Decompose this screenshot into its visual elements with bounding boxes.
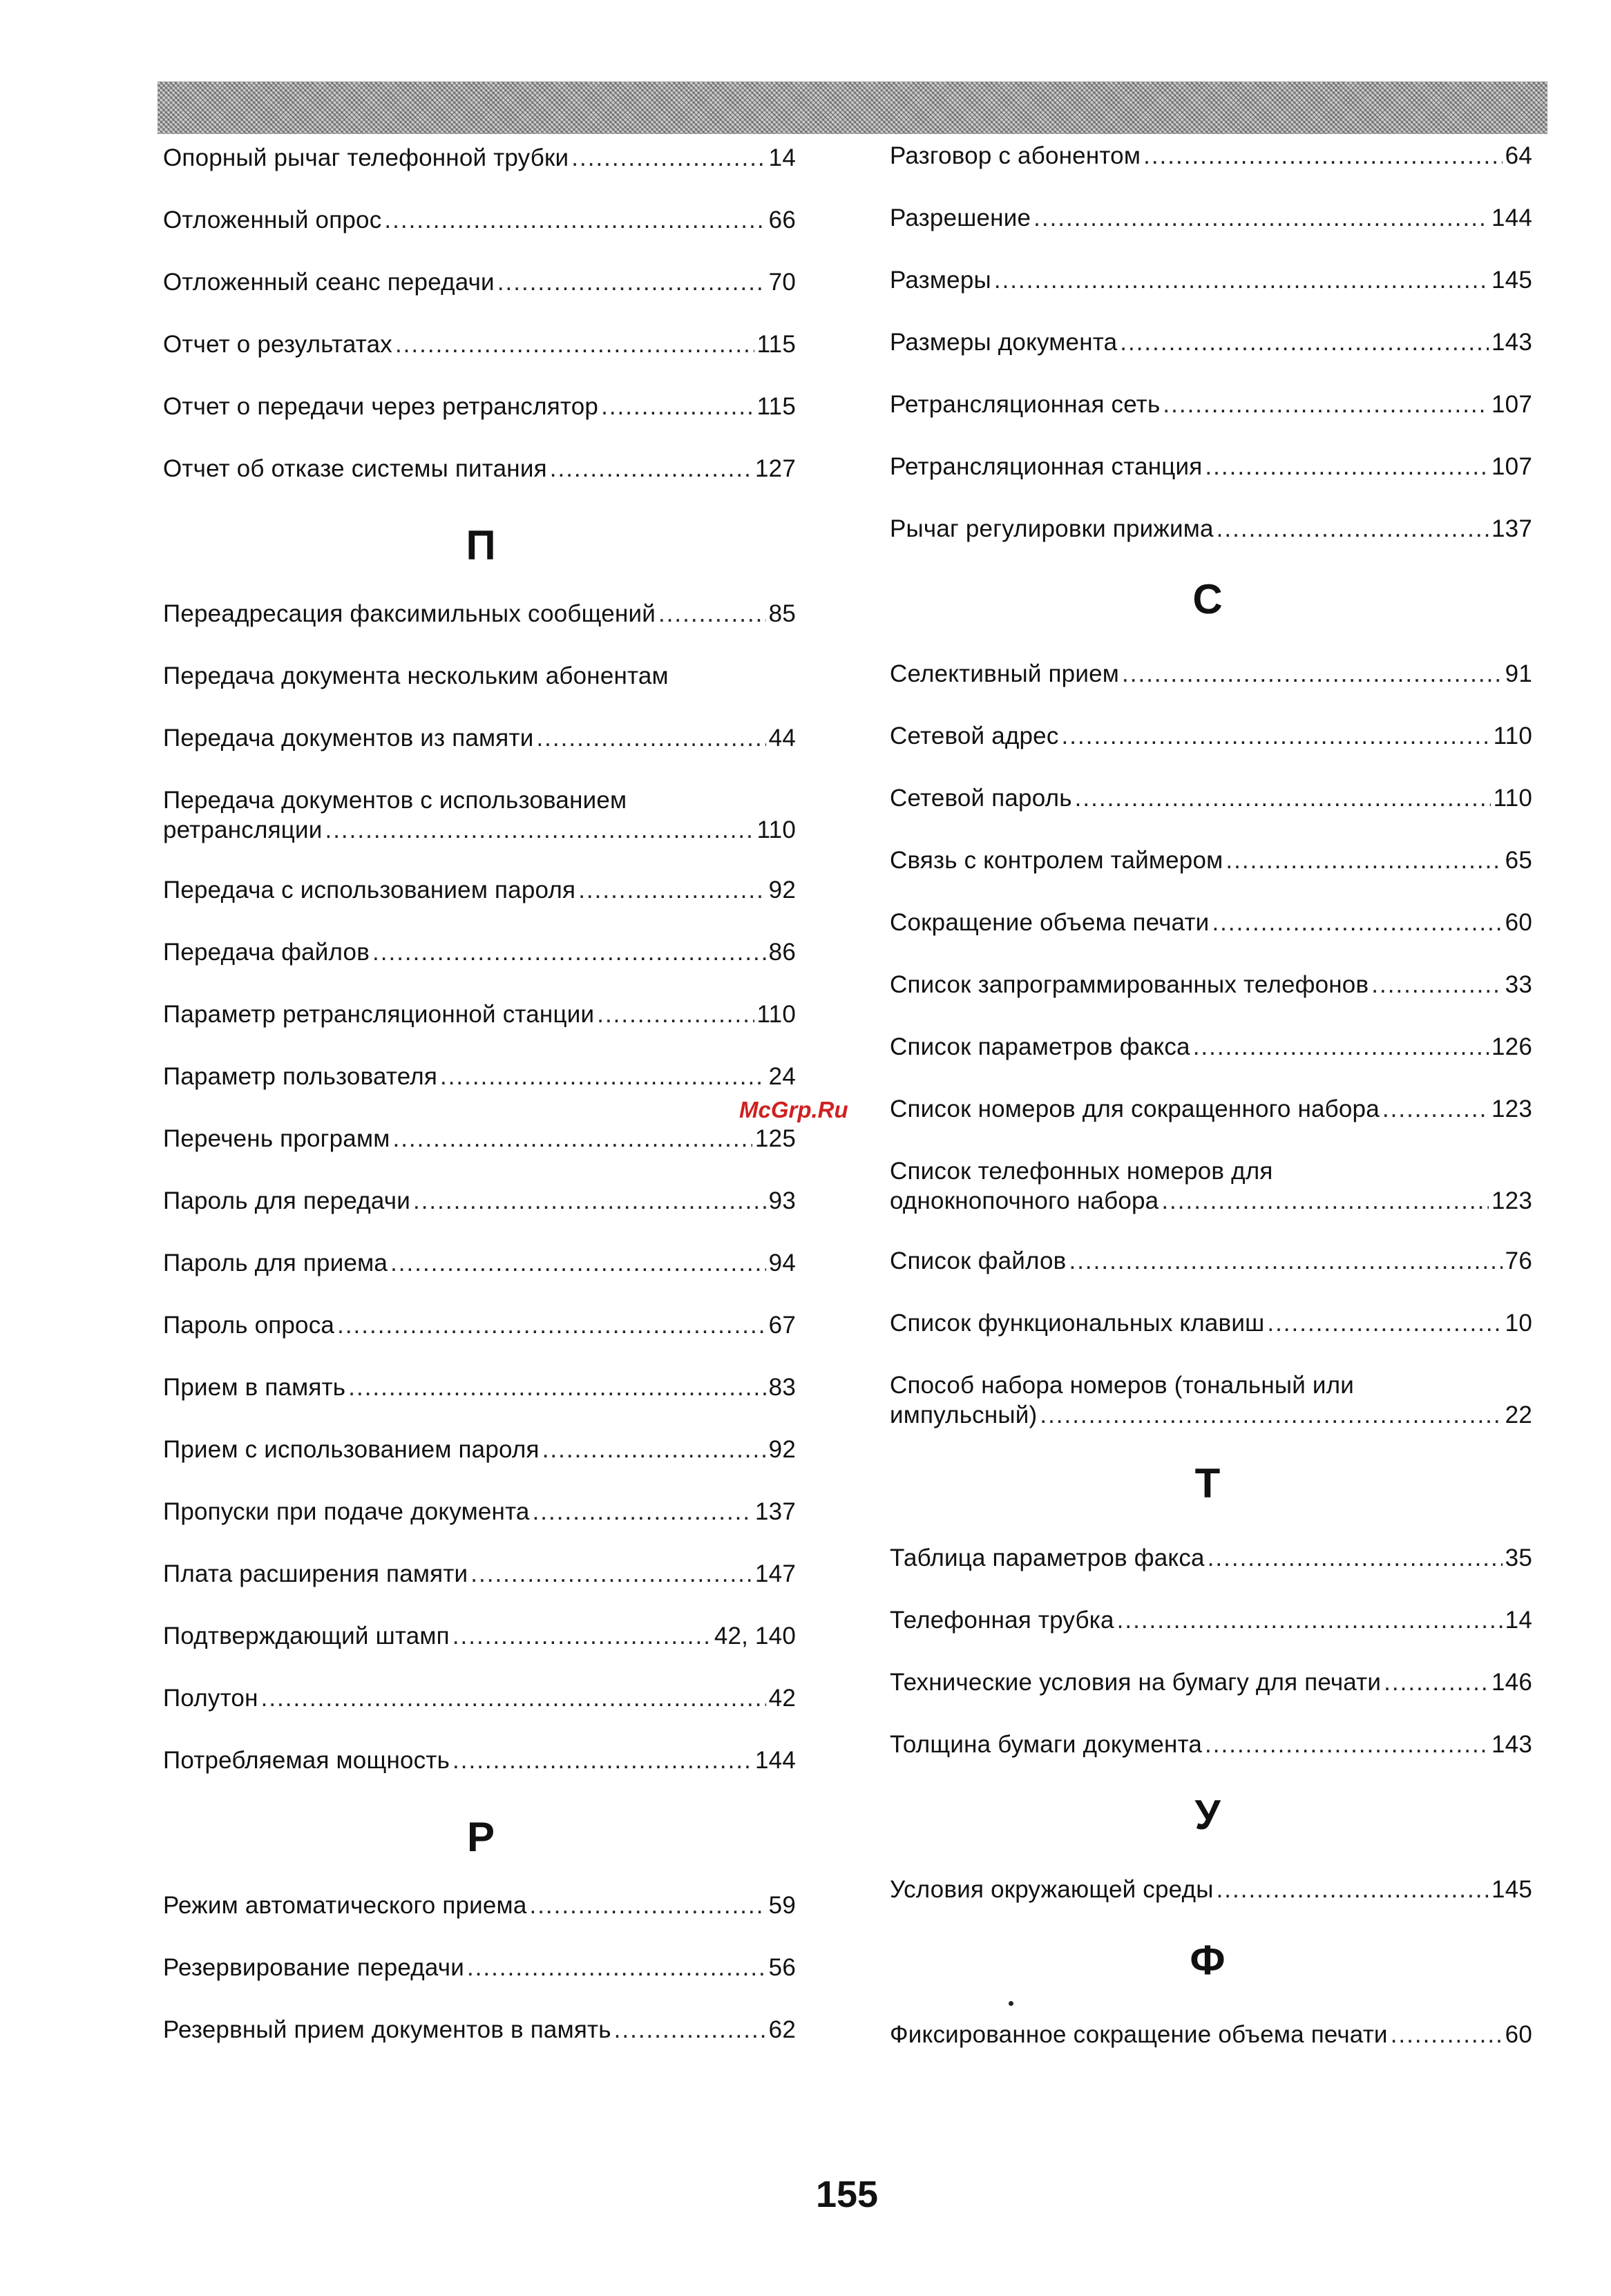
index-entry: [890, 1875, 1532, 1904]
index-entry: [163, 1435, 796, 1464]
entry-page: 44: [768, 725, 796, 752]
leader-dots: [261, 1683, 766, 1713]
index-entry: [890, 203, 1532, 233]
entry-page: 83: [768, 1374, 796, 1401]
entry-label: Список функциональных клавиш: [890, 1310, 1265, 1337]
leader-dots: [1163, 390, 1489, 419]
leader-dots: [384, 205, 765, 235]
entry-label: Передача документов из памяти: [163, 725, 534, 752]
section-letter: Ф: [1190, 1937, 1226, 1983]
entry-label: Размеры документа: [890, 329, 1118, 356]
index-entry: [890, 1605, 1532, 1635]
leader-dots: [1205, 452, 1489, 481]
entry-label: Фиксированное сокращение объема печати: [890, 2021, 1388, 2048]
leader-dots: [1033, 203, 1489, 233]
entry-label: Условия окружающей среды: [890, 1876, 1214, 1903]
index-entry: [163, 1372, 796, 1402]
leader-dots: [571, 143, 765, 173]
leader-dots: [536, 723, 765, 753]
index-entry: [890, 1246, 1532, 1276]
entry-page: 85: [768, 600, 796, 627]
leader-dots: [348, 1372, 765, 1402]
entry-label: Размеры: [890, 267, 991, 294]
index-entry: [163, 1186, 796, 1216]
index-entry: [163, 875, 796, 905]
index-entry: [163, 454, 796, 484]
entry-page: 110: [756, 1001, 796, 1028]
entry-label: Перечень программ: [163, 1125, 390, 1152]
index-entry: [890, 721, 1532, 751]
section-letter: П: [466, 522, 496, 568]
entry-label: Подтверждающий штамп: [163, 1623, 450, 1649]
index-entry: [890, 514, 1532, 544]
entry-label: Параметр пользователя: [163, 1063, 437, 1090]
index-entry: [163, 599, 796, 629]
entry-label: Таблица параметров факса: [890, 1544, 1205, 1571]
entry-label: Ретрансляционная сеть: [890, 391, 1161, 418]
leader-dots: [325, 815, 754, 845]
entry-page: 86: [768, 939, 796, 966]
entry-label: Телефонная трубка: [890, 1607, 1114, 1634]
entry-page: 76: [1505, 1247, 1532, 1274]
leader-dots: [578, 875, 765, 905]
index-entry: [890, 265, 1532, 295]
entry-page: 10: [1505, 1310, 1532, 1337]
entry-label: импульсный): [890, 1401, 1038, 1428]
entry-page: 64: [1505, 142, 1532, 169]
index-entry: [163, 1891, 796, 1920]
entry-page: 94: [768, 1250, 796, 1276]
index-entry: [163, 1310, 796, 1340]
entry-page: 143: [1491, 329, 1532, 356]
leader-dots: [452, 1621, 712, 1651]
entry-page: 66: [768, 207, 796, 233]
entry-page: 115: [756, 393, 796, 420]
index-entry: [890, 390, 1532, 419]
entry-page: 42, 140: [714, 1623, 796, 1649]
entry-label: Пропуски при подаче документа: [163, 1498, 530, 1525]
section-letter: У: [1194, 1792, 1221, 1838]
leader-dots: [658, 599, 766, 629]
leader-dots: [467, 1953, 766, 1982]
entry-label-line1: Передача документов с использованием: [163, 787, 627, 814]
entry-page: 144: [1491, 204, 1532, 231]
entry-page: 125: [755, 1125, 796, 1152]
entry-label: Потребляемая мощность: [163, 1747, 450, 1774]
entry-page: 144: [755, 1747, 796, 1774]
scan-speck: [1009, 2001, 1013, 2006]
leader-dots: [1117, 1605, 1503, 1635]
entry-page: 92: [768, 1436, 796, 1463]
index-entry: [163, 1683, 796, 1713]
entry-label: Передача документа нескольким абонентам: [163, 662, 669, 689]
index-entry: [890, 141, 1532, 171]
entry-label: Полутон: [163, 1685, 258, 1712]
leader-dots: [1208, 1543, 1503, 1573]
entry-label: Отложенный опрос: [163, 207, 382, 233]
leader-dots: [1384, 1667, 1489, 1697]
entry-label: Список параметров факса: [890, 1033, 1190, 1060]
index-entry: [163, 143, 796, 173]
entry-page: 137: [1491, 515, 1532, 542]
index-entry: [890, 1308, 1532, 1338]
entry-label-line1: Способ набора номеров (тональный или: [890, 1372, 1355, 1399]
leader-dots: [1040, 1400, 1502, 1430]
entry-label: Сетевой пароль: [890, 785, 1072, 812]
leader-dots: [1069, 1246, 1502, 1276]
leader-dots: [601, 392, 754, 421]
index-entry: [163, 1062, 796, 1091]
entry-label: Резервирование передачи: [163, 1954, 464, 1981]
watermark-text: McGrp.Ru: [739, 1097, 848, 1122]
entry-label: Пароль опроса: [163, 1312, 335, 1339]
leader-dots: [1193, 1032, 1489, 1062]
entry-page: 107: [1491, 391, 1532, 418]
leader-dots: [1205, 1730, 1489, 1759]
entry-label: Отложенный сеанс передачи: [163, 269, 495, 296]
index-entry: [890, 783, 1532, 813]
entry-page: 14: [768, 144, 796, 171]
index-entry: [163, 1559, 796, 1589]
entry-page: 62: [768, 2016, 796, 2043]
leader-dots: [392, 1124, 752, 1154]
index-entry: [163, 1745, 796, 1775]
index-entry: [163, 1248, 796, 1278]
entry-label: Разрешение: [890, 204, 1031, 231]
index-entry: [163, 999, 796, 1029]
entry-label: Ретрансляционная станция: [890, 453, 1203, 480]
entry-page: 92: [768, 877, 796, 903]
entry-label: Связь с контролем таймером: [890, 847, 1223, 874]
entry-page: 56: [768, 1954, 796, 1981]
entry-label: Список файлов: [890, 1247, 1067, 1274]
index-entry: [163, 1497, 796, 1527]
entry-page: 60: [1505, 2021, 1532, 2048]
index-entry: [163, 2015, 796, 2045]
entry-label: Опорный рычаг телефонной трубки: [163, 144, 569, 171]
entry-page: 65: [1505, 847, 1532, 874]
leader-dots: [1371, 970, 1502, 999]
entry-page: 145: [1491, 1876, 1532, 1903]
leader-dots: [1267, 1308, 1502, 1338]
section-letter: Т: [1194, 1460, 1221, 1506]
index-entry: [890, 2020, 1532, 2049]
leader-dots: [533, 1497, 752, 1527]
entry-page: 24: [768, 1063, 796, 1090]
entry-label: Прием с использованием пароля: [163, 1436, 540, 1463]
entry-label: Передача с использованием пароля: [163, 877, 576, 903]
leader-dots: [395, 329, 754, 359]
index-entry: [890, 845, 1532, 875]
entry-label: Сокращение объема печати: [890, 909, 1210, 936]
entry-label: Отчет о передачи через ретранслятор: [163, 393, 599, 420]
index-entry: [890, 327, 1532, 357]
leader-dots: [390, 1248, 766, 1278]
leader-dots: [1212, 908, 1502, 937]
leader-dots: [1062, 721, 1491, 751]
index-entry: [163, 392, 796, 421]
index-entry: [163, 267, 796, 297]
entry-page: 22: [1505, 1401, 1532, 1428]
page-number: 155: [815, 2174, 879, 2215]
index-entry: [890, 1156, 1532, 1216]
leader-dots: [1122, 659, 1503, 689]
leader-dots: [614, 2015, 766, 2045]
entry-page: 14: [1505, 1607, 1532, 1634]
index-entry: [890, 1032, 1532, 1062]
entry-label: Плата расширения памяти: [163, 1560, 468, 1587]
entry-page: 110: [1493, 785, 1532, 812]
leader-dots: [452, 1745, 752, 1775]
entry-page: 60: [1505, 909, 1532, 936]
index-entry: [890, 1370, 1532, 1430]
index-entry: [163, 1621, 796, 1651]
section-letter: Р: [466, 1814, 495, 1860]
leader-dots: [413, 1186, 766, 1216]
entry-page: 143: [1491, 1731, 1532, 1758]
entry-label: однокнопочного набора: [890, 1187, 1159, 1214]
leader-dots: [1161, 1186, 1489, 1216]
entry-page: 42: [768, 1685, 796, 1712]
leader-dots: [542, 1435, 766, 1464]
entry-page: 107: [1491, 453, 1532, 480]
entry-page: 35: [1505, 1544, 1532, 1571]
entry-page: 33: [1505, 971, 1532, 998]
leader-dots: [1120, 327, 1489, 357]
entry-label: Список запрограммированных телефонов: [890, 971, 1369, 998]
index-entry: [163, 937, 796, 967]
entry-label: Сетевой адрес: [890, 723, 1059, 749]
entry-label: Разговор с абонентом: [890, 142, 1141, 169]
entry-page: 110: [756, 816, 796, 843]
entry-page: 70: [768, 269, 796, 296]
index-entry: [890, 908, 1532, 937]
index-entry: [163, 205, 796, 235]
entry-page: 127: [755, 455, 796, 482]
entry-page: 115: [756, 331, 796, 358]
entry-label: Толщина бумаги документа: [890, 1731, 1203, 1758]
index-entry: [890, 1543, 1532, 1573]
index-entry: [163, 1124, 796, 1154]
leader-dots: [1075, 783, 1491, 813]
leader-dots: [372, 937, 766, 967]
index-entry: [163, 1953, 796, 1982]
entry-label: Отчет о результатах: [163, 331, 392, 358]
index-entry: [890, 452, 1532, 481]
entry-page: 146: [1491, 1669, 1532, 1696]
entry-page: 137: [755, 1498, 796, 1525]
leader-dots: [470, 1559, 752, 1589]
entry-label: Передача файлов: [163, 939, 370, 966]
leader-dots: [994, 265, 1489, 295]
index-entry: [163, 723, 796, 753]
entry-label: Пароль для приема: [163, 1250, 388, 1276]
entry-label: Рычаг регулировки прижима: [890, 515, 1214, 542]
entry-page: 123: [1491, 1187, 1532, 1214]
index-entry: [890, 1094, 1532, 1124]
entry-page: 126: [1491, 1033, 1532, 1060]
leader-dots: [1391, 2020, 1503, 2049]
entry-label: Технические условия на бумагу для печати: [890, 1669, 1382, 1696]
leader-dots: [1382, 1094, 1489, 1124]
entry-label: Селективный прием: [890, 660, 1120, 687]
entry-page: 67: [768, 1312, 796, 1339]
entry-label: Пароль для передачи: [163, 1187, 410, 1214]
entry-label: ретрансляции: [163, 816, 323, 843]
index-entry: [890, 1730, 1532, 1759]
leader-dots: [1217, 514, 1489, 544]
entry-label: Отчет об отказе системы питания: [163, 455, 547, 482]
leader-dots: [1226, 845, 1502, 875]
index-entry: [890, 970, 1532, 999]
entry-label: Резервный прием документов в память: [163, 2016, 611, 2043]
index-entry: [163, 329, 796, 359]
leader-dots: [497, 267, 766, 297]
entry-page: 145: [1491, 267, 1532, 294]
index-entry: [163, 661, 796, 691]
leader-dots: [597, 999, 754, 1029]
entry-page: 123: [1491, 1096, 1532, 1122]
header-pattern-band: [158, 82, 1547, 134]
leader-dots: [1143, 141, 1503, 171]
entry-page: 147: [755, 1560, 796, 1587]
entry-label: Список номеров для сокращенного набора: [890, 1096, 1380, 1122]
index-entry: [890, 659, 1532, 689]
entry-page: 110: [1493, 723, 1532, 749]
entry-label-line1: Список телефонных номеров для: [890, 1158, 1273, 1185]
entry-label: Режим автоматического приема: [163, 1892, 527, 1919]
leader-dots: [529, 1891, 765, 1920]
entry-label: Переадресация факсимильных сообщений: [163, 600, 656, 627]
index-entry: [163, 785, 796, 845]
leader-dots: [337, 1310, 766, 1340]
entry-page: 91: [1505, 660, 1532, 687]
entry-label: Прием в память: [163, 1374, 346, 1401]
leader-dots: [550, 454, 752, 484]
leader-dots: [1217, 1875, 1489, 1904]
entry-page: 59: [768, 1892, 796, 1919]
leader-dots: [440, 1062, 766, 1091]
index-entry: [890, 1667, 1532, 1697]
entry-page: 93: [768, 1187, 796, 1214]
entry-label: Параметр ретрансляционной станции: [163, 1001, 595, 1028]
section-letter: С: [1192, 576, 1223, 622]
